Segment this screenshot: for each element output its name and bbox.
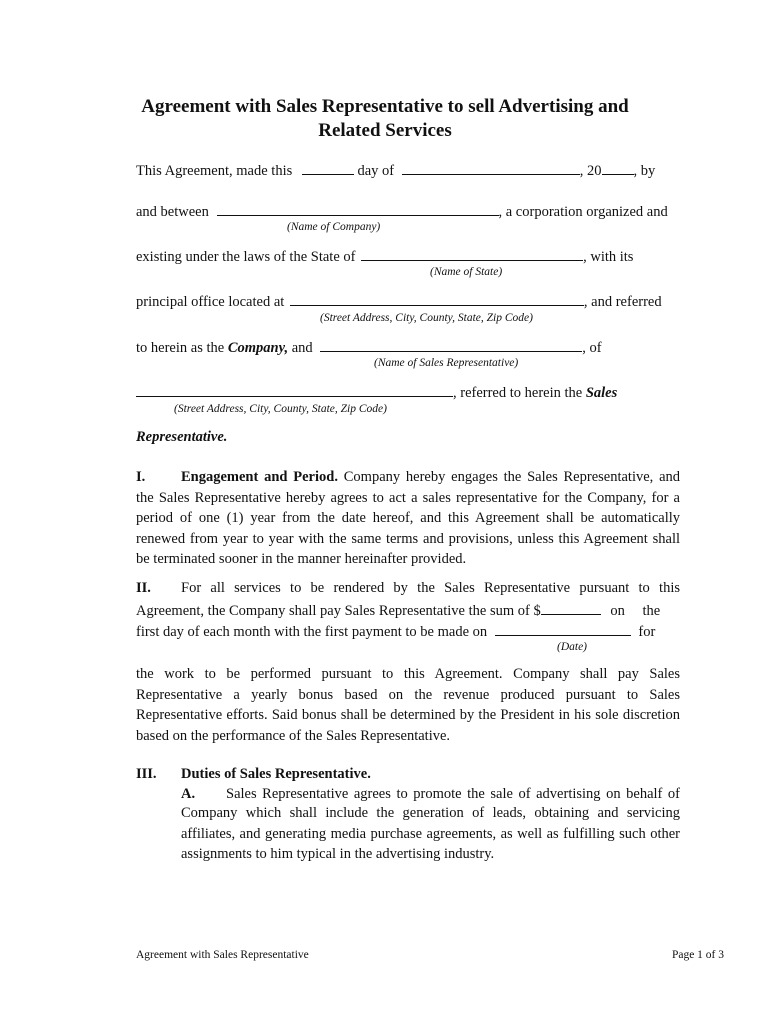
section-2-continuation: the work to be performed pursuant to this Agreement. Company shall pay Sales Representative a yearly bonus based on the revenue produced pursuant to Sales Representative efforts. Said bonus shall be determined by the President in his sole discretion based on the performance of the Sales Representative. — [136, 666, 680, 744]
intro-line-3 — [136, 247, 633, 265]
first-payment-date-blank[interactable] — [495, 622, 631, 636]
street-address-caption-2: (Street Address, City, County, State, Zip Code) — [174, 403, 387, 415]
name-of-company-caption: (Name of Company) — [287, 221, 381, 233]
section-2-line-1 — [136, 581, 680, 596]
document-title-line-2: Related Services — [318, 120, 452, 141]
made-this-text: This Agreement, made this — [136, 163, 293, 179]
section-1-heading: Engagement and Period. — [181, 469, 338, 485]
intro-line-1 — [136, 161, 655, 179]
principal-office-blank[interactable] — [290, 292, 584, 306]
and-referred-text: , and referred — [583, 294, 662, 310]
section-3-heading: Duties of Sales Representative. — [181, 766, 371, 782]
sales-rep-name-blank[interactable] — [320, 338, 582, 352]
section-2-line-2-text: Agreement, the Company shall pay Sales Representative the sum of $ — [136, 603, 541, 619]
month-blank[interactable] — [402, 161, 580, 175]
with-its-text: , with its — [583, 249, 634, 265]
to-herein-text: to herein as the — [136, 340, 225, 356]
section-3a-text: Company which shall include the generation of leads, obtaining and servicing affiliates, and generating media purchase agreements, as well as fulfilling such other assignments to him typical in the advertising industry. — [181, 805, 680, 862]
year-prefix-text: , 20 — [579, 163, 602, 179]
intro-line-4 — [136, 292, 662, 310]
name-of-sales-rep-caption: (Name of Sales Representative) — [374, 357, 519, 369]
year-blank[interactable] — [602, 161, 634, 175]
intro-line-6 — [136, 383, 617, 401]
section-2-line-2 — [136, 601, 660, 619]
document-title-line-1: Agreement with Sales Representative to sell Advertising and — [141, 96, 629, 117]
principal-office-text: principal office located at — [136, 294, 285, 310]
section-2-line-3-text: first day of each month with the first payment to be made on — [136, 624, 488, 640]
payment-amount-blank[interactable] — [541, 601, 601, 615]
date-caption: (Date) — [557, 641, 588, 653]
section-1-text: Company hereby engages the Sales Representative, and the Sales Representative hereby agrees to act a sales representative for the Company, for a period of one (1) year from the date hereof, and this Agreement shall be automatically renewed from year to year with the same terms and provisions, unless this Agreement shall be terminated sooner in the manner hereinafter provided. — [136, 469, 681, 567]
intro-line-5 — [136, 338, 602, 356]
sales-rep-address-blank[interactable] — [136, 383, 453, 397]
state-blank[interactable] — [361, 247, 583, 261]
company-name-blank[interactable] — [217, 202, 499, 216]
by-text: , by — [633, 163, 656, 179]
section-2-number: II. — [136, 580, 151, 596]
existing-under-text: existing under the laws of the State of — [136, 249, 356, 265]
section-2-line-1-text: For all services to be rendered by the Sales Representative pursuant to this — [181, 580, 680, 596]
corp-organized-text: , a corporation organized and — [498, 204, 668, 220]
sales-defined-term: Sales — [585, 385, 618, 401]
page-number: Page 1 of 3 — [671, 949, 724, 961]
section-3-header — [136, 767, 371, 782]
intro-line-2 — [136, 202, 668, 220]
and-between-text: and between — [136, 204, 209, 220]
day-of-text: day of — [357, 163, 395, 179]
company-defined-term: Company, — [227, 340, 289, 356]
referred-herein-text: , referred to herein the — [453, 385, 583, 401]
section-3a-label: A. — [181, 786, 196, 802]
the-text: the — [642, 603, 661, 619]
section-3a-line-1 — [181, 787, 680, 802]
section-3-number: III. — [136, 766, 157, 782]
day-blank[interactable] — [302, 161, 354, 175]
street-address-caption-1: (Street Address, City, County, State, Zip Code) — [320, 312, 533, 324]
section-2-line-3 — [136, 622, 655, 640]
on-text: on — [610, 603, 625, 619]
footer-title: Agreement with Sales Representative — [136, 949, 309, 961]
section-1-number: I. — [136, 469, 146, 485]
for-text: for — [638, 624, 656, 640]
representative-defined-term: Representative. — [136, 429, 228, 445]
of-text: , of — [582, 340, 602, 356]
and-text: and — [291, 340, 313, 356]
section-1-paragraph — [136, 467, 680, 570]
section-3a-first-line: Sales Representative agrees to promote the sale of advertising on behalf of — [226, 786, 680, 802]
name-of-state-caption: (Name of State) — [430, 266, 503, 278]
